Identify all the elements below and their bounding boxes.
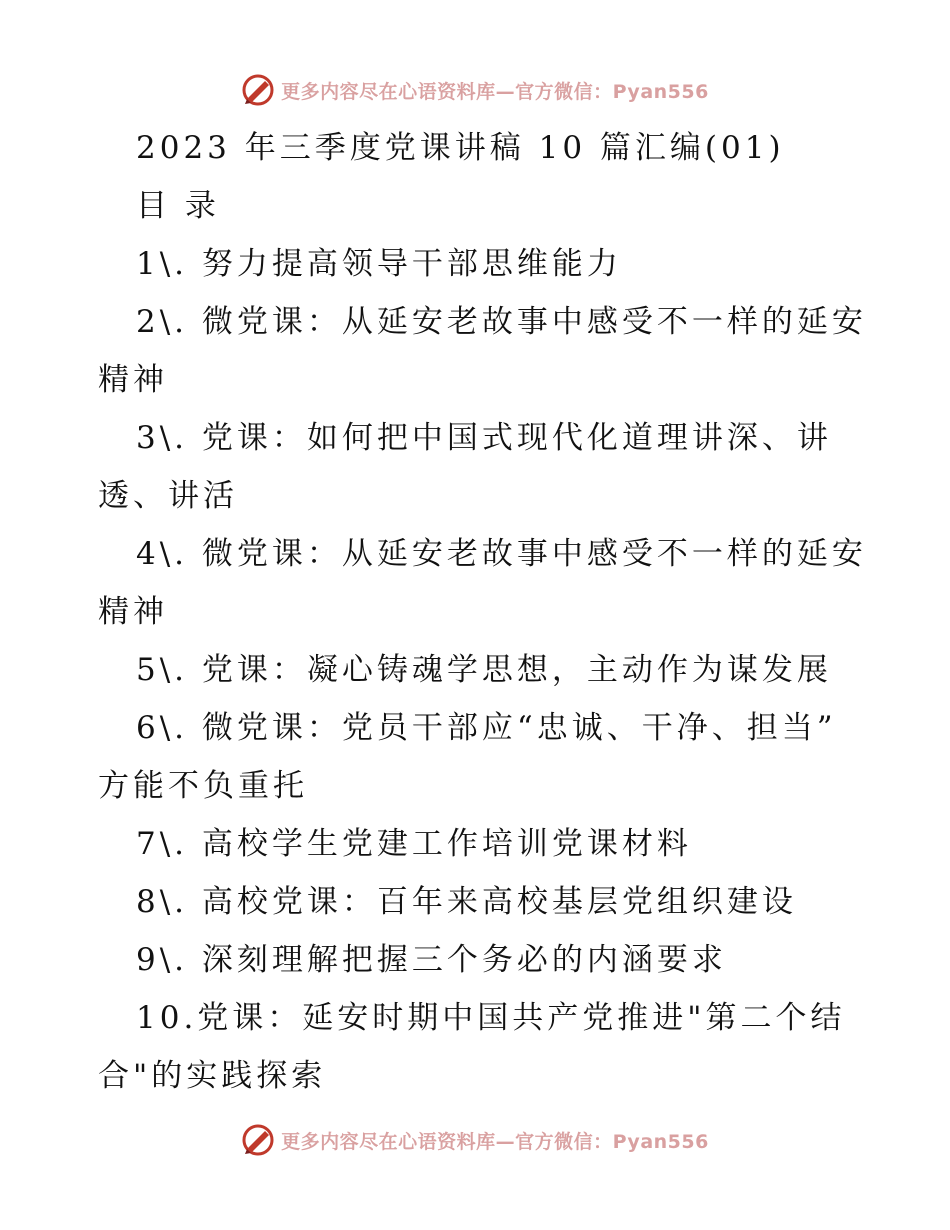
watermark-text: 更多内容尽在心语资料库—官方微信：Pyan556 [281,80,709,103]
toc-item: 8\. 高校党课：百年来高校基层党组织建设 [136,884,797,920]
watermark-banner-bottom [0,1120,950,1160]
toc-item-continuation: 方能不负重托 [98,768,308,804]
watermark-banner-top [0,70,950,110]
toc-heading: 目 录 [136,188,220,224]
toc-item: 2\. 微党课：从延安老故事中感受不一样的延安 [136,304,867,340]
pen-logo-icon [241,73,275,107]
toc-item: 9\. 深刻理解把握三个务必的内涵要求 [136,942,727,978]
toc-item-continuation: 合"的实践探索 [98,1058,327,1094]
toc-item: 1\. 努力提高领导干部思维能力 [136,246,622,282]
document-title: 2023 年三季度党课讲稿 10 篇汇编(01) [136,130,785,166]
toc-item: 6\. 微党课：党员干部应“忠诚、干净、担当” [136,710,837,746]
watermark-text: 更多内容尽在心语资料库—官方微信：Pyan556 [281,1130,709,1153]
pen-logo-icon [241,1123,275,1157]
toc-item-continuation: 精神 [98,594,168,630]
toc-item: 3\. 党课：如何把中国式现代化道理讲深、讲 [136,420,832,456]
toc-item: 4\. 微党课：从延安老故事中感受不一样的延安 [136,536,867,572]
toc-item-continuation: 透、讲活 [98,478,238,514]
toc-item: 7\. 高校学生党建工作培训党课材料 [136,826,692,862]
toc-item: 5\. 党课：凝心铸魂学思想，主动作为谋发展 [136,652,832,688]
toc-item-continuation: 精神 [98,362,168,398]
toc-item: 10.党课：延安时期中国共产党推进"第二个结 [136,1000,846,1036]
